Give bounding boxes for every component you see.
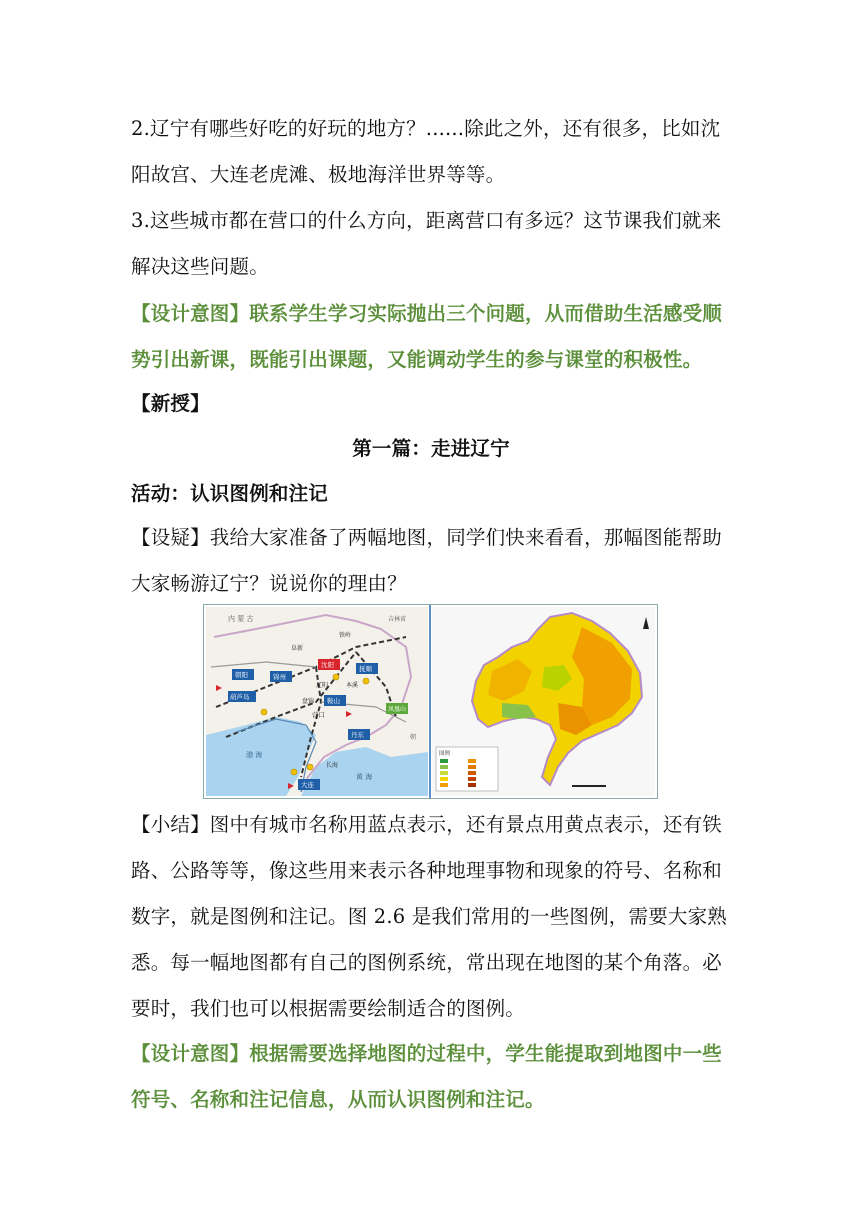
- liaoning-tourist-map: [206, 607, 428, 796]
- map-divider: [429, 605, 431, 798]
- label-dandong: 丹东: [351, 731, 364, 739]
- label-korea: 朝: [410, 734, 417, 741]
- design-intent-1-line-2: 势引出新课，既能引出课题，又能调动学生的参与课堂的积极性。: [131, 348, 703, 371]
- label-dalian: 大连: [301, 781, 314, 789]
- label-liaoyang: 辽阳: [316, 682, 329, 689]
- new-lesson-heading: 【新授】: [131, 392, 210, 415]
- label-fenghuangshan: 凤凰山: [388, 706, 407, 713]
- label-changhai: 长海: [326, 762, 339, 769]
- label-jinzhou: 锦州: [273, 673, 286, 681]
- question-prompt-line-2: 大家畅游辽宁？说说你的理由？: [131, 572, 407, 595]
- question-2-line-2: 阳故宫、大连老虎滩、极地海洋世界等等。: [131, 163, 506, 186]
- design-intent-2-line-1: 【设计意图】根据需要选择地图的过程中，学生能提取到地图中一些: [131, 1042, 723, 1065]
- design-intent-1-line-1: 【设计意图】联系学生学习实际抛出三个问题，从而借助生活感受顺: [131, 302, 723, 325]
- label-inner-mongolia: 内 蒙 古: [228, 615, 254, 623]
- question-3-line-2: 解决这些问题。: [131, 255, 269, 278]
- question-3-line-1: 3.这些城市都在营口的什么方向，距离营口有多远？这节课我们就来: [131, 209, 722, 232]
- legend-title: 图例: [439, 751, 451, 757]
- activity-heading: 活动：认识图例和注记: [131, 482, 329, 505]
- summary-line-2: 路、公路等等，像这些用来表示各种地理事物和现象的符号、名称和: [131, 859, 723, 882]
- question-2-line-1: 2.辽宁有哪些好吃的好玩的地方？......除此之外，还有很多，比如沈: [131, 117, 721, 140]
- label-benxi: 本溪: [346, 682, 359, 689]
- liaoning-elevation-map: [432, 607, 655, 796]
- question-prompt-line-1: 【设疑】我给大家准备了两幅地图，同学们快来看看，那幅图能帮助: [131, 526, 723, 549]
- label-yingkou: 营口: [312, 711, 325, 719]
- tourist-map-graphic: [206, 607, 428, 796]
- label-fushun: 抚顺: [359, 665, 372, 673]
- label-jilin: 吉林省: [388, 616, 407, 623]
- label-shenyang: 沈阳: [321, 661, 334, 669]
- label-tieling: 铁岭: [339, 632, 352, 639]
- summary-line-5: 要时，我们也可以根据需要绘制适合的图例。: [131, 997, 526, 1020]
- summary-line-3: 数字，就是图例和注记。图 2.6 是我们常用的一些图例，需要大家熟: [131, 905, 728, 928]
- label-bohai: 渤 海: [246, 751, 263, 759]
- two-maps-figure: [203, 604, 658, 799]
- chapter-title: 第一篇：走进辽宁: [352, 437, 510, 460]
- label-panjin: 盘锦: [302, 698, 315, 705]
- summary-line-4: 悉。每一幅地图都有自己的图例系统，常出现在地图的某个角落。必: [131, 951, 723, 974]
- design-intent-2-line-2: 符号、名称和注记信息，从而认识图例和注记。: [131, 1088, 545, 1111]
- elevation-map-graphic: [432, 607, 655, 796]
- label-anshan: 鞍山: [327, 697, 340, 705]
- label-chaoyang: 朝阳: [235, 671, 248, 679]
- label-huanghai: 黄 海: [356, 773, 373, 781]
- label-huludao: 葫芦岛: [230, 693, 250, 701]
- label-fuxin: 阜新: [291, 645, 304, 652]
- summary-line-1: 【小结】图中有城市名称用蓝点表示，还有景点用黄点表示，还有铁: [131, 813, 723, 836]
